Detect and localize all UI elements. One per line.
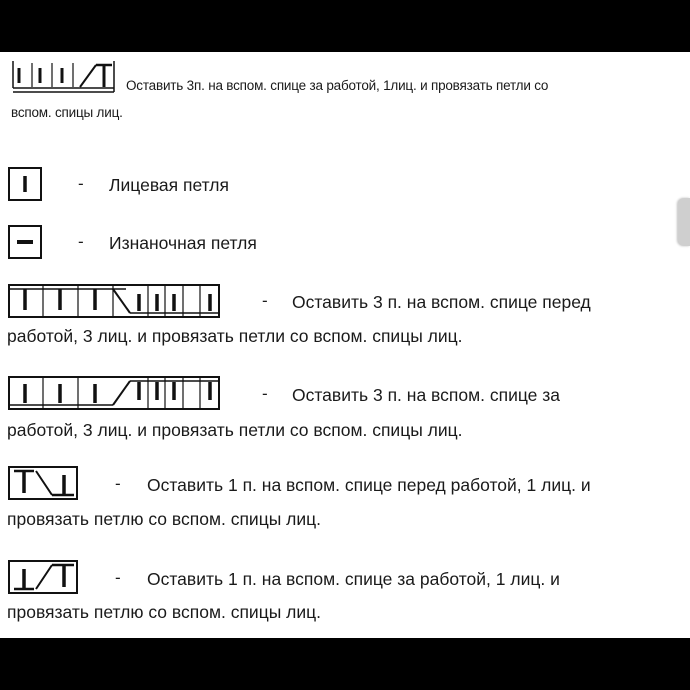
legend-text-line2: работой, 3 лиц. и провязать петли со вспом. спицы лиц. (7, 420, 463, 440)
legend-dash: - (78, 174, 84, 193)
legend-text-line2: провязать петлю со вспом. спицы лиц. (7, 509, 322, 529)
scroll-handle[interactable] (678, 198, 690, 246)
legend-text-line2: работой, 3 лиц. и провязать петли со вспом. спицы лиц. (7, 326, 463, 346)
legend-dash: - (262, 291, 268, 310)
legend-text-line1: Оставить 1 п. на вспом. спице за работой, 1 лиц. и (147, 569, 560, 589)
purl-stitch-icon (8, 225, 42, 259)
cable-3x3-front-symbol-icon (8, 284, 222, 320)
legend-dash: - (115, 474, 121, 493)
legend-text-line1: Оставить 3 п. на вспом. спице за (292, 385, 561, 405)
legend-text-line1: Изнаночная петля (109, 233, 257, 253)
cable-1x1-front-symbol-icon (8, 466, 80, 502)
legend-dash: - (115, 568, 121, 587)
legend-text-line2: вспом. спицы лиц. (11, 105, 123, 120)
legend-text-line1: Лицевая петля (109, 175, 229, 195)
legend-dash: - (262, 384, 268, 403)
legend-text-line1: Оставить 3п. на вспом. спице за работой, 1лиц. и провязать петли со (126, 78, 549, 93)
cable-3x3-back-symbol-icon (8, 376, 222, 412)
legend-dash: - (78, 232, 84, 251)
knitting-legend-page (0, 52, 690, 638)
legend-text-line1: Оставить 3 п. на вспом. спице перед (292, 292, 591, 312)
cable-1x1-back-symbol-icon (8, 560, 80, 596)
legend-text-line2: провязать петлю со вспом. спицы лиц. (7, 602, 322, 622)
cable-3x1-back-symbol-icon (8, 57, 128, 95)
legend-text-line1: Оставить 1 п. на вспом. спице перед работой, 1 лиц. и (147, 475, 591, 495)
knit-stitch-icon (8, 167, 42, 201)
